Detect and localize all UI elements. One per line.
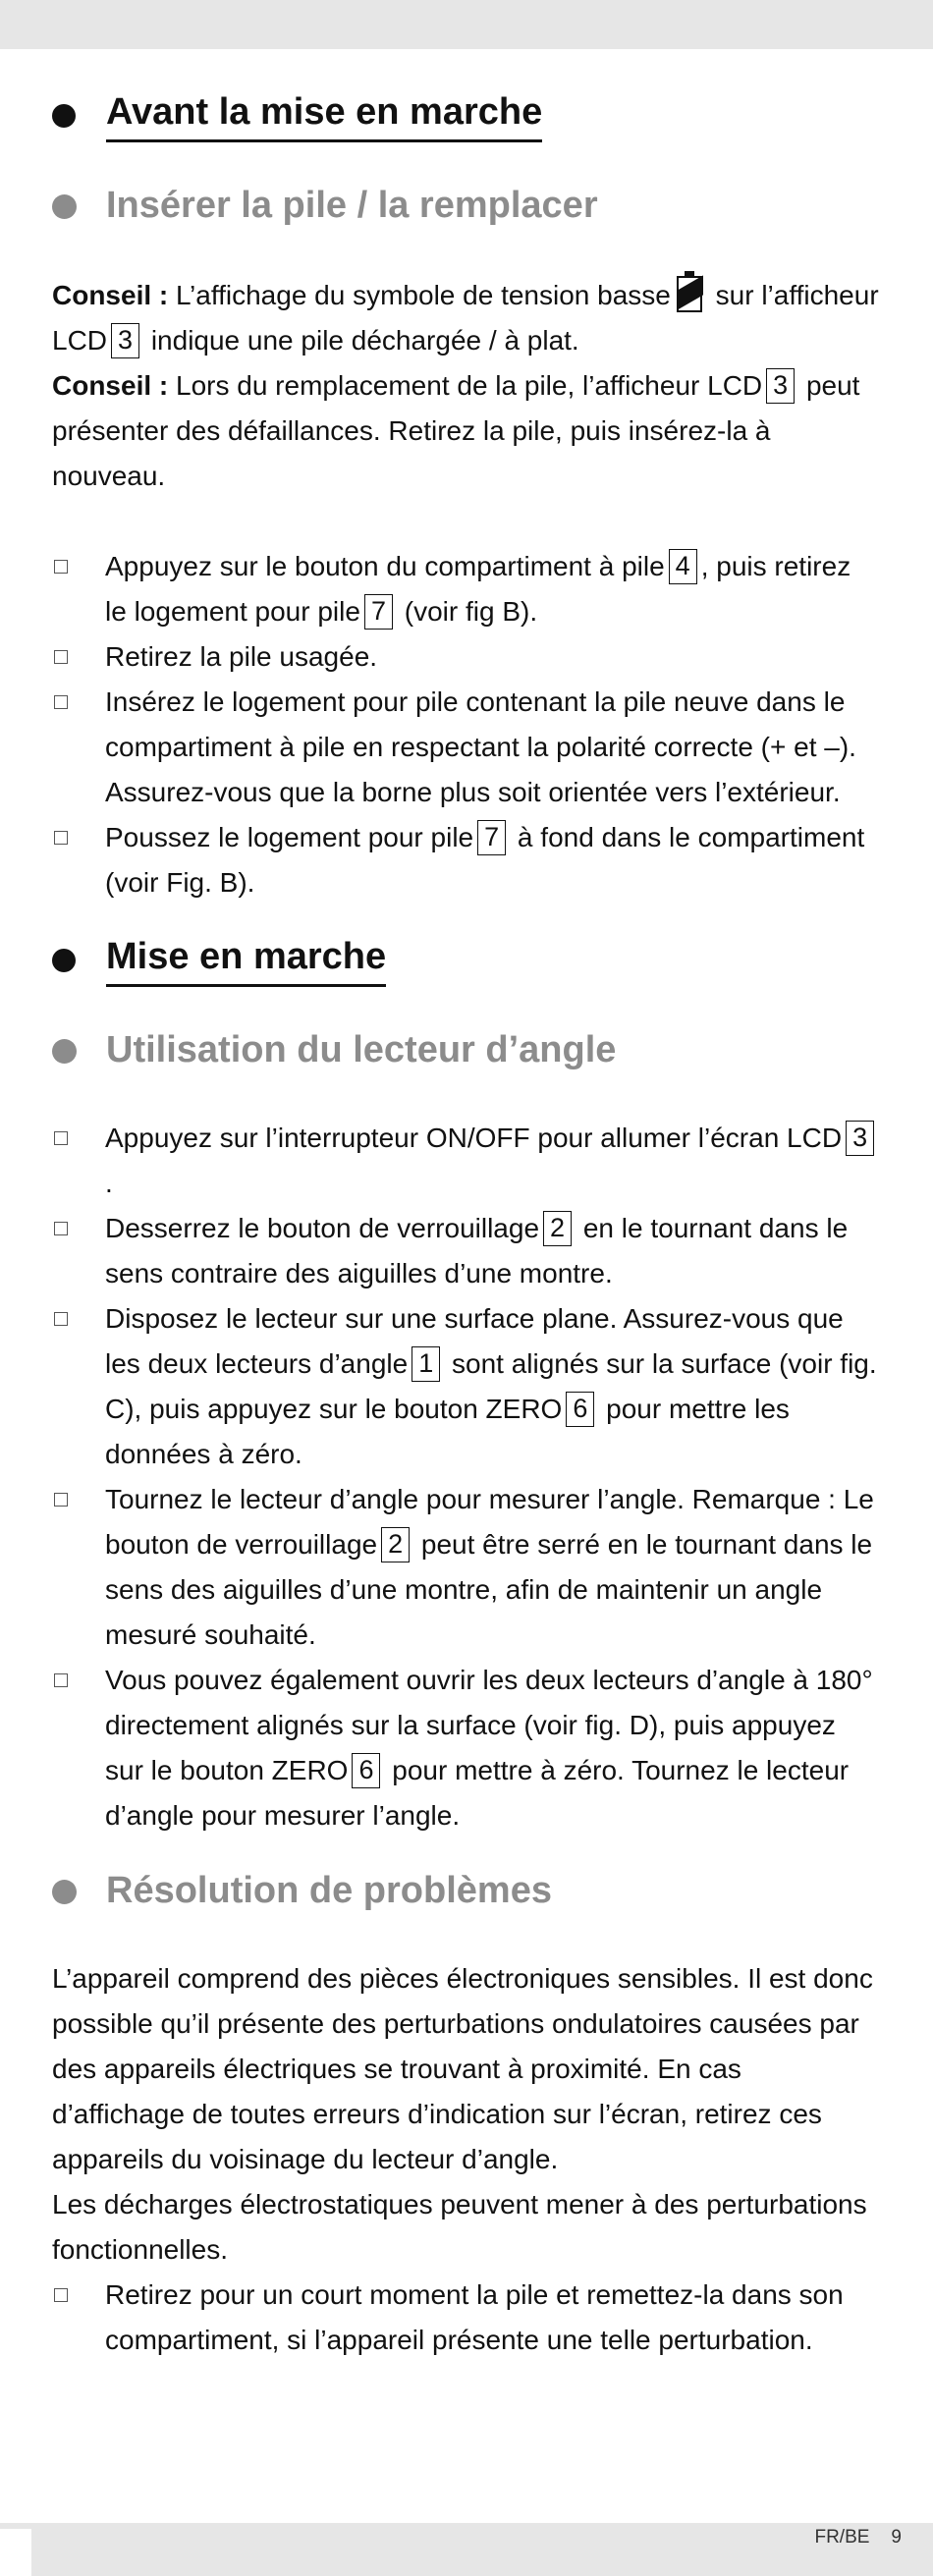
page-footer xyxy=(814,2527,902,2549)
step-text: Appuyez sur l’interrupteur ON/OFF pour allumer l’écran LCD xyxy=(105,1123,843,1153)
heading-startup xyxy=(52,935,879,986)
tip-text: sur l’afficheur LCD xyxy=(52,280,879,356)
step-text: Insérez le logement pour pile contenant la pile neuve dans le compartiment à pile en respectant la polarité correcte (+ et –). Assurez-vous que la borne plus soit orientée vers l’extérieur. xyxy=(105,686,856,807)
ref-number: 2 xyxy=(381,1527,410,1562)
subheading-troubleshooting xyxy=(52,1868,879,1913)
subheading-bullet-icon xyxy=(52,1880,77,1904)
troubleshooting-steps-list xyxy=(52,2273,879,2363)
subheading-text: Utilisation du lecteur d’angle xyxy=(106,1029,617,1070)
heading-bullet-icon xyxy=(52,949,76,972)
tip-text: indique une pile déchargée / à plat. xyxy=(143,325,579,356)
tip-label: Conseil : xyxy=(52,280,169,310)
list-item xyxy=(52,1296,879,1477)
subheading-text: Résolution de problèmes xyxy=(106,1870,552,1911)
step-text: Poussez le logement pour pile xyxy=(105,822,474,852)
checkbox-bullet-icon xyxy=(54,1131,68,1145)
tip-text: peut présenter des défaillances. Retirez la pile, puis insérez-la à nouveau. xyxy=(52,370,860,491)
troubleshooting-paragraph: L’appareil comprend des pièces électroniques sensibles. Il est donc possible qu’il présente des perturbations ondulatoires causées par des appareils électriques se trouvant à proximité. En cas d’affichage de toutes erreurs d’indication sur l’écran, retirez ces appareils du voisinage du lecteur d’angle. xyxy=(52,1963,873,2174)
page-top-band xyxy=(0,0,933,49)
subheading-bullet-icon xyxy=(52,1039,77,1064)
step-text: Tournez le lecteur d’angle pour mesurer l’angle. Remarque : Le bouton de verrouillage xyxy=(105,1484,874,1560)
ref-number: 7 xyxy=(477,820,506,855)
ref-number: 4 xyxy=(669,549,697,584)
heading-bullet-icon xyxy=(52,104,76,128)
ref-number: 3 xyxy=(846,1121,874,1156)
checkbox-bullet-icon xyxy=(54,695,68,709)
checkbox-bullet-icon xyxy=(54,560,68,574)
checkbox-bullet-icon xyxy=(54,2288,68,2302)
step-text: peut être serré en le tournant dans le sens des aiguilles d’une montre, afin de maintenir un angle mesuré souhaité. xyxy=(105,1529,873,1650)
step-text: pour mettre les données à zéro. xyxy=(105,1394,790,1469)
list-item xyxy=(52,680,879,815)
list-item xyxy=(52,1206,879,1296)
ref-number: 1 xyxy=(412,1346,440,1382)
heading-text: Avant la mise en marche xyxy=(106,90,542,142)
page-corner-tab xyxy=(0,2529,31,2576)
step-text: pour mettre à zéro. Tournez le lecteur d’angle pour mesurer l’angle. xyxy=(105,1755,850,1831)
list-item xyxy=(52,634,879,680)
page-number: 9 xyxy=(891,2527,902,2548)
list-item xyxy=(52,1477,879,1658)
step-text: . xyxy=(105,1168,113,1198)
footer-language: FR/BE xyxy=(814,2527,870,2548)
step-text: Disposez le lecteur sur une surface plane. Assurez-vous que les deux lecteurs d’angle xyxy=(105,1303,844,1379)
ref-number: 7 xyxy=(364,594,393,630)
list-item xyxy=(52,1116,879,1206)
tip-text: Lors du remplacement de la pile, l’afficheur LCD xyxy=(168,370,763,401)
step-text: (voir fig B). xyxy=(396,596,538,627)
list-item xyxy=(52,1658,879,1838)
step-text: Desserrez le bouton de verrouillage xyxy=(105,1213,540,1243)
subheading-angle-reader xyxy=(52,1027,879,1072)
page-content xyxy=(52,90,879,2363)
list-item xyxy=(52,815,879,905)
ref-number: 6 xyxy=(566,1392,594,1427)
checkbox-bullet-icon xyxy=(54,1493,68,1507)
subheading-bullet-icon xyxy=(52,194,77,219)
subheading-text: Insérer la pile / la remplacer xyxy=(106,185,598,226)
checkbox-bullet-icon xyxy=(54,1222,68,1235)
step-text: , puis retirez le logement pour pile xyxy=(105,551,851,627)
ref-number: 3 xyxy=(111,323,139,358)
step-text: Appuyez sur le bouton du compartiment à pile xyxy=(105,551,665,581)
low-battery-icon xyxy=(675,271,704,312)
step-text: en le tournant dans le sens contraire des aiguilles d’une montre. xyxy=(105,1213,849,1288)
ref-number: 6 xyxy=(352,1753,380,1788)
tip-low-battery xyxy=(52,271,879,363)
usage-steps-list xyxy=(52,1116,879,1838)
subheading-battery xyxy=(52,183,879,228)
ref-number: 2 xyxy=(543,1211,572,1246)
checkbox-bullet-icon xyxy=(54,831,68,845)
checkbox-bullet-icon xyxy=(54,1673,68,1687)
battery-steps-list xyxy=(52,544,879,905)
step-text: sont alignés sur la surface (voir fig. C), puis appuyez sur le bouton ZERO xyxy=(105,1348,877,1424)
heading-before-startup xyxy=(52,90,879,141)
tip-replacement xyxy=(52,363,879,499)
checkbox-bullet-icon xyxy=(54,1312,68,1326)
list-item xyxy=(52,2273,879,2363)
troubleshooting-paragraph: Les décharges électrostatiques peuvent mener à des perturbations fonctionnelles. xyxy=(52,2189,867,2265)
page-bottom-band xyxy=(0,2523,933,2576)
checkbox-bullet-icon xyxy=(54,650,68,664)
tip-label: Conseil : xyxy=(52,370,169,401)
ref-number: 3 xyxy=(766,368,795,404)
step-text: à fond dans le compartiment (voir Fig. B). xyxy=(105,822,865,898)
list-item xyxy=(52,544,879,634)
heading-text: Mise en marche xyxy=(106,935,386,987)
step-text: Retirez la pile usagée. xyxy=(105,641,378,672)
step-text: Vous pouvez également ouvrir les deux lecteurs d’angle à 180° directement alignés sur la surface (voir fig. D), puis appuyez sur le bouton ZERO xyxy=(105,1665,873,1785)
step-text: Retirez pour un court moment la pile et remettez-la dans son compartiment, si l’appareil présente une telle perturbation. xyxy=(105,2279,844,2355)
tip-text: L’affichage du symbole de tension basse xyxy=(168,280,671,310)
